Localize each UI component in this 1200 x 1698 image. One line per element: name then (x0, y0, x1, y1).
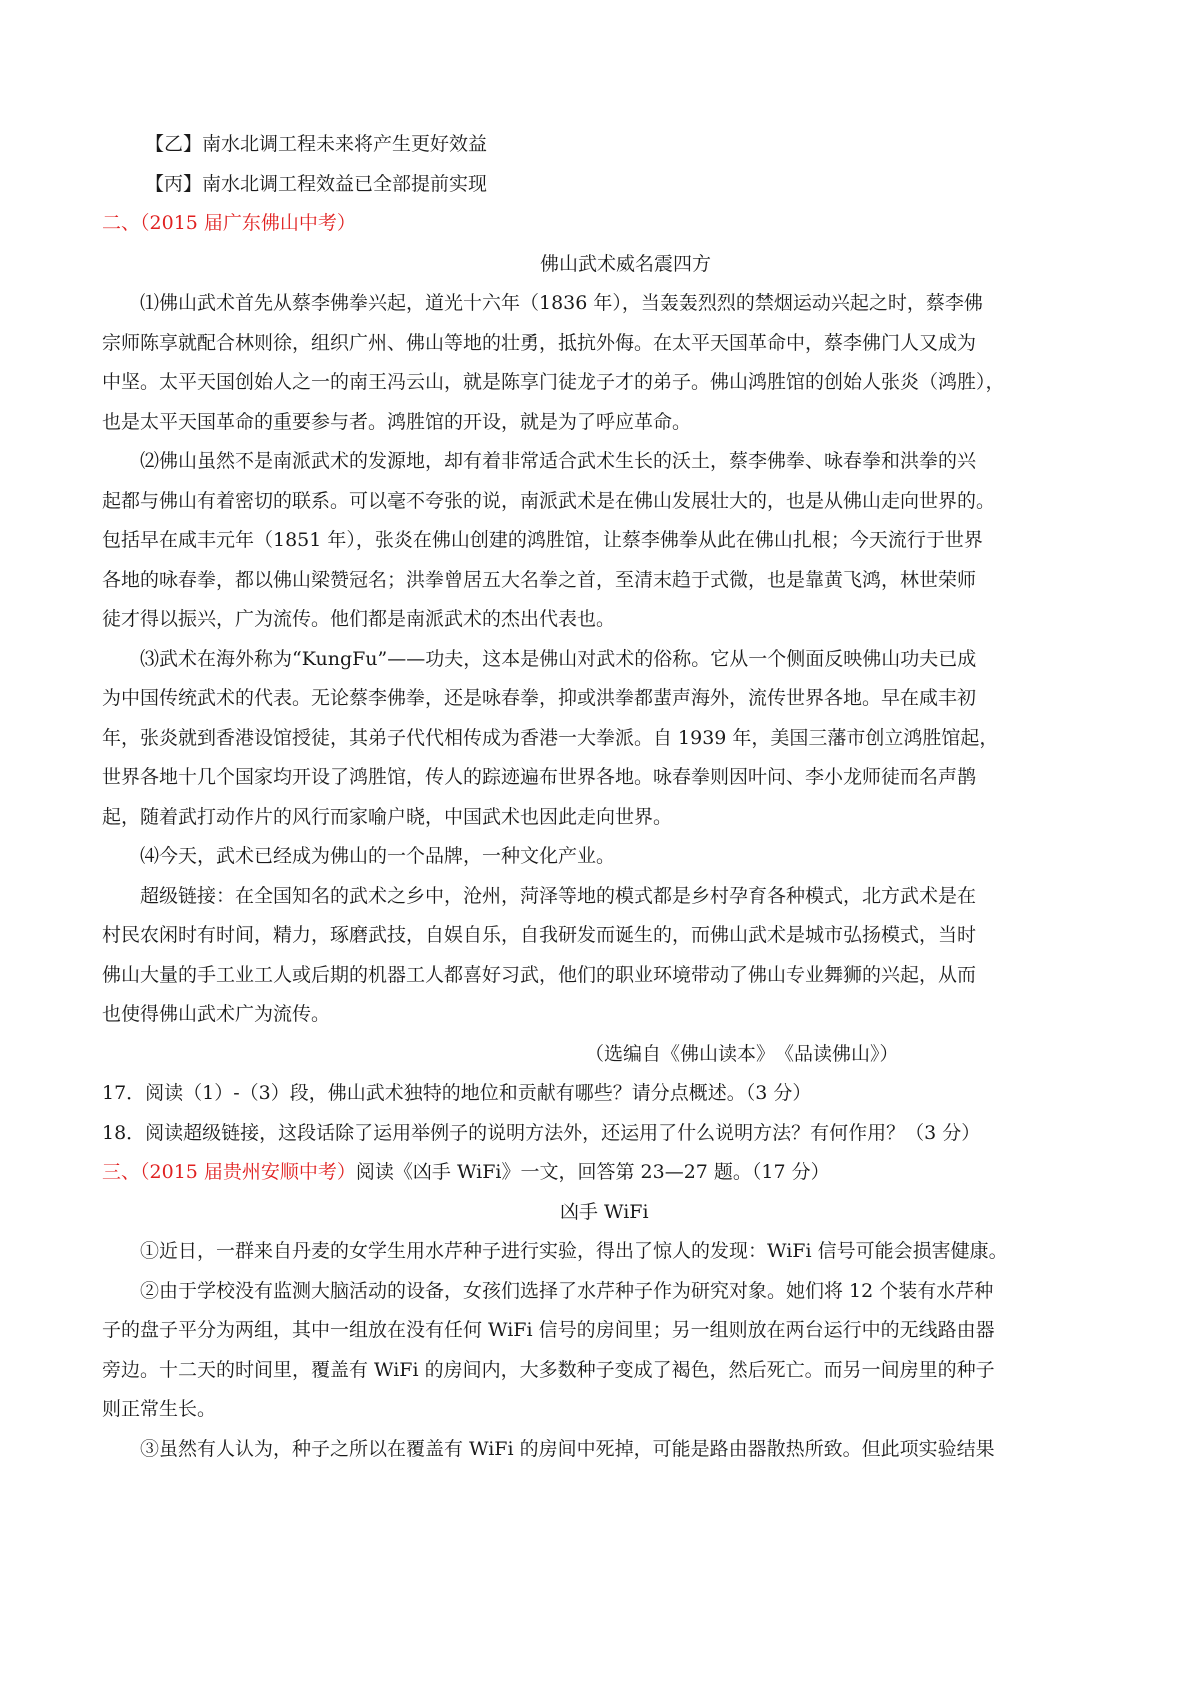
s2-p2-line1: ⑵佛山虽然不是南派武术的发源地，却有着非常适合武术生长的沃土，蔡李佛拳、咏春拳和洪拳的兴 (140, 450, 977, 472)
section2-source: （2015 届广东佛山中考） (140, 212, 356, 234)
s2-p1-line3: 中坚。太平天国创始人之一的南王冯云山，就是陈享门徒龙子才的弟子。佛山鸿胜馆的创始人张炎（鸿胜）， (102, 371, 1005, 393)
s2-link-line1: 超级链接：在全国知名的武术之乡中，沧州，菏泽等地的模式都是乡村孕育各种模式，北方武术是在 (140, 885, 977, 907)
option-bing: 【丙】南水北调工程效益已全部提前实现 (145, 173, 488, 195)
s2-link-line2: 村民农闲时有时间，精力，琢磨武技，自娱自乐，自我研发而诞生的，而佛山武术是城市弘扬模式，当时 (102, 924, 977, 946)
section3-heading (0, 1159, 1200, 1185)
option-yi: 【乙】南水北调工程未来将产生更好效益 (145, 133, 488, 155)
s2-p2-line4: 各地的咏春拳，都以佛山梁赞冠名；洪拳曾居五大名拳之首，至清末趋于式微，也是靠黄飞鸿，林世荣师 (102, 569, 977, 591)
section3-title: 凶手 WiFi (560, 1201, 649, 1223)
s3-p1-line1: ①近日，一群来自丹麦的女学生用水芹种子进行实验，得出了惊人的发现：WiFi 信号可能会损害健康。 (140, 1240, 1008, 1262)
s2-p1-line1: ⑴佛山武术首先从蔡李佛拳兴起，道光十六年（1836 年），当轰轰烈烈的禁烟运动兴起之时，蔡李佛 (140, 292, 983, 314)
s2-p4-line1: ⑷今天，武术已经成为佛山的一个品牌，一种文化产业。 (140, 845, 616, 867)
section2-heading (0, 210, 1200, 236)
question-17: 17．阅读（1）-（3）段，佛山武术独特的地位和贡献有哪些？请分点概述。（3 分） (102, 1082, 812, 1104)
s3-p2-line1: ②由于学校没有监测大脑活动的设备，女孩们选择了水芹种子作为研究对象。她们将 12 个装有水芹种 (140, 1280, 994, 1302)
s2-p1-line2: 宗师陈享就配合林则徐，组织广州、佛山等地的壮勇，抵抗外侮。在太平天国革命中，蔡李佛门人又成为 (102, 332, 977, 354)
section2-number: 二、 (102, 212, 141, 234)
s2-p3-line1: ⑶武术在海外称为“KungFu”——功夫，这本是佛山对武术的俗称。它从一个侧面反映佛山功夫已成 (140, 648, 977, 670)
section3-number: 三、 (102, 1161, 141, 1183)
s2-p3-line4: 世界各地十几个国家均开设了鸿胜馆，传人的踪迹遍布世界各地。咏春拳则因叶问、李小龙师徒而名声鹊 (102, 766, 977, 788)
s2-p3-line2: 为中国传统武术的代表。无论蔡李佛拳，还是咏春拳，抑或洪拳都蜚声海外，流传世界各地。早在咸丰初 (102, 687, 977, 709)
section2-title: 佛山武术威名震四方 (540, 253, 712, 275)
s2-p1-line4: 也是太平天国革命的重要参与者。鸿胜馆的开设，就是为了呼应革命。 (102, 411, 692, 433)
s3-p3-line1: ③虽然有人认为，种子之所以在覆盖有 WiFi 的房间中死掉，可能是路由器散热所致。但此项实验结果 (140, 1438, 995, 1460)
s2-link-line4: 也使得佛山武术广为流传。 (102, 1003, 331, 1025)
s2-p2-line2: 起都与佛山有着密切的联系。可以毫不夸张的说，南派武术是在佛山发展壮大的，也是从佛山走向世界的。 (102, 490, 996, 512)
s3-p2-line3: 旁边。十二天的时间里，覆盖有 WiFi 的房间内，大多数种子变成了褐色，然后死亡。而另一间房里的种子 (102, 1359, 995, 1381)
s2-p2-line3: 包括早在咸丰元年（1851 年），张炎在佛山创建的鸿胜馆，让蔡李佛拳从此在佛山扎根；今天流行于世界 (102, 529, 983, 551)
section3-source: （2015 届贵州安顺中考） (140, 1161, 356, 1183)
s2-p3-line3: 年，张炎就到香港设馆授徒，其弟子代代相传成为香港一大拳派。自 1939 年，美国三藩市创立鸿胜馆起， (102, 727, 999, 749)
s2-link-line3: 佛山大量的手工业工人或后期的机器工人都喜好习武，他们的职业环境带动了佛山专业舞狮的兴起，从而 (102, 964, 977, 986)
citation: （选编自《佛山读本》 《品读佛山》） (585, 1043, 899, 1065)
s2-p3-line5: 起，随着武打动作片的风行而家喻户晓，中国武术也因此走向世界。 (102, 806, 673, 828)
s2-p2-line5: 徒才得以振兴，广为流传。他们都是南派武术的杰出代表也。 (102, 608, 616, 630)
question-18: 18．阅读超级链接，这段话除了运用举例子的说明方法外，还运用了什么说明方法？有何作用？（3 分） (102, 1122, 981, 1144)
section3-instruction: 阅读《凶手 WiFi》一文，回答第 23—27 题。（17 分） (355, 1161, 830, 1183)
s3-p2-line4: 则正常生长。 (102, 1398, 217, 1420)
s3-p2-line2: 子的盘子平分为两组，其中一组放在没有任何 WiFi 信号的房间里；另一组则放在两台运行中的无线路由器 (102, 1319, 995, 1341)
